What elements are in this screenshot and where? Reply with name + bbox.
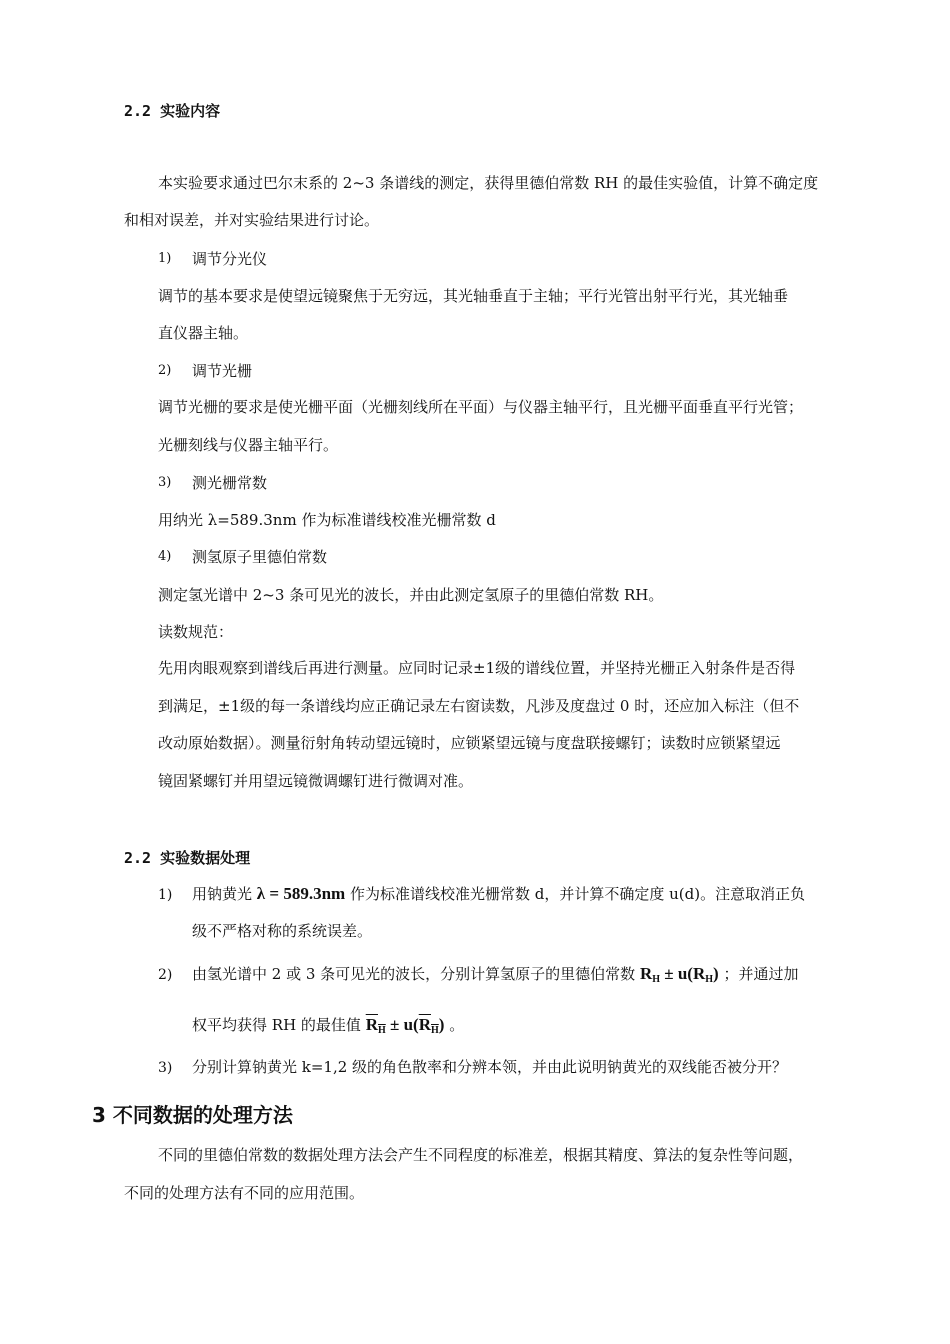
- item-text: 由氢光谱中 2 或 3 条可见光的波长，分别计算氢原子的里德伯常数: [192, 965, 636, 983]
- reading-line: 镜固紧螺钉并用望远镜微调螺钉进行微调对准。: [158, 772, 474, 790]
- item-text: 权平均获得 RH 的最佳值: [192, 1016, 361, 1034]
- item-text: 用纳光 λ=589.3nm 作为标准谱线校准光栅常数 d: [158, 511, 496, 529]
- reading-title: 读数规范：: [158, 623, 234, 641]
- item-number: 3): [158, 1060, 173, 1076]
- item-text: 直仪器主轴。: [158, 324, 249, 342]
- item-title: 测光栅常数: [192, 474, 268, 492]
- reading-line: 先用肉眼观察到谱线后再进行测量。应同时记录±1级的谱线位置，并坚持光栅正入射条件是否得: [158, 659, 796, 677]
- item-number: 1): [158, 251, 172, 266]
- item-text: 分别计算钠黄光 k=1,2 级的角色散率和分辨本领，并由此说明钠黄光的双线能否被分开？: [192, 1058, 788, 1076]
- section-heading-data-processing: 2.2 实验数据处理: [124, 849, 251, 867]
- sodium-wavelength-formula: λ = 589.3nm: [256, 884, 346, 903]
- item-text: 用钠黄光: [192, 885, 253, 903]
- item-title: 测氢原子里德伯常数: [192, 548, 328, 566]
- item-text: 调节的基本要求是使望远镜聚焦于无穷远，其光轴垂直于主轴；平行光管出射平行光，其光轴垂: [158, 287, 789, 305]
- reading-line: 到满足，±1级的每一条谱线均应正确记录左右窗读数，凡涉及度盘过 0 时，还应加入标注（但不: [158, 697, 800, 715]
- item-title: 调节光栅: [192, 362, 253, 380]
- intro-line-2: 和相对误差，并对实验结果进行讨论。: [124, 211, 380, 229]
- processing-item-2-line-2: [192, 1015, 464, 1041]
- intro-line-1: 本实验要求通过巴尔末系的 2~3 条谱线的测定，获得里德伯常数 RH 的最佳实验值，计算不确定度: [158, 174, 819, 192]
- item-text: 测定氢光谱中 2~3 条可见光的波长，并由此测定氢原子的里德伯常数 RH。: [158, 586, 664, 604]
- item-text: 级不严格对称的系统误差。: [192, 922, 373, 940]
- item-text: 作为标准谱线校准光栅常数 d，并计算不确定度 u(d)。注意取消正负: [349, 885, 806, 903]
- section-3-line-1: 不同的里德伯常数的数据处理方法会产生不同程度的标准差，根据其精度、算法的复杂性等问题，: [158, 1146, 804, 1164]
- item-text: ；并通过加: [723, 965, 799, 983]
- section-3-line-2: 不同的处理方法有不同的应用范围。: [124, 1184, 365, 1202]
- item-number: 2): [158, 363, 172, 378]
- item-title: 调节分光仪: [192, 250, 268, 268]
- item-number: 1): [158, 887, 173, 903]
- item-text: 。: [449, 1016, 465, 1034]
- section-heading-2-2: 2.2 实验内容: [124, 102, 221, 120]
- processing-item-2-line-1: [192, 964, 799, 990]
- section-heading-3: 3 不同数据的处理方法: [92, 1103, 293, 1127]
- processing-item-1-line-1: [192, 884, 805, 904]
- item-number: 4): [158, 549, 172, 564]
- reading-line: 改动原始数据）。测量衍射角转动望远镜时，应锁紧望远镜与度盘联接螺钉；读数时应锁紧望远: [158, 734, 781, 752]
- rydberg-formula: $R_H \pm u(R_H)$: [639, 964, 719, 985]
- rydberg-best-value-formula: $R_H \pm u(R_H)$: [365, 1015, 445, 1036]
- item-number: 2): [158, 967, 173, 983]
- item-number: 3): [158, 475, 172, 490]
- item-text: 调节光栅的要求是使光栅平面（光栅刻线所在平面）与仪器主轴平行，且光栅平面垂直平行光管；: [158, 398, 804, 416]
- item-text: 光栅刻线与仪器主轴平行。: [158, 436, 339, 454]
